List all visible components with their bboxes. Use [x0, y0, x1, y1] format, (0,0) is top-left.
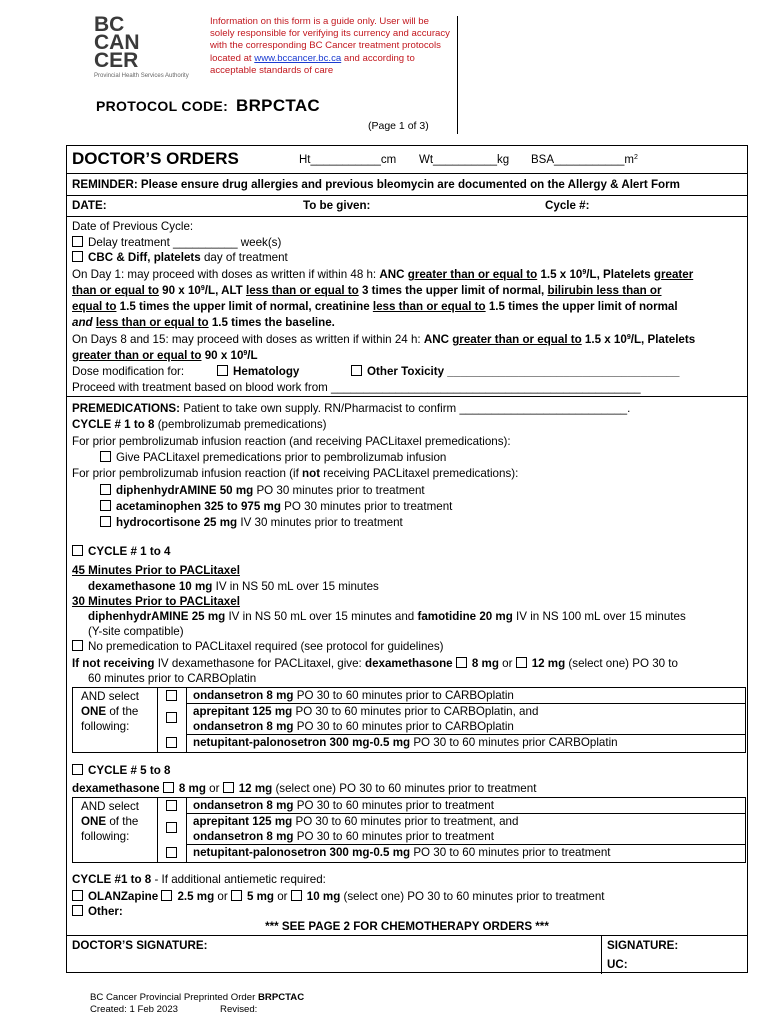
t: ondansetron 8 mg	[193, 830, 294, 843]
t: ondansetron 8 mg	[193, 799, 294, 812]
t: OLANZapine	[88, 890, 159, 903]
t: BRPCTAC	[257, 992, 305, 1003]
t: ONE	[81, 815, 107, 828]
t: less than or equal to	[245, 284, 359, 297]
olan-checkbox[interactable]	[72, 890, 83, 901]
day815-line2	[72, 349, 258, 363]
t: 90 x 10	[158, 284, 201, 297]
dose-mod-label: Dose modification for:	[72, 365, 185, 378]
t: or	[498, 657, 516, 670]
t: acetaminophen 325 to 975 mg	[116, 500, 281, 513]
t: aprepitant 125 mg	[193, 815, 293, 828]
t: of the	[106, 815, 139, 828]
t: IV 30 minutes prior to treatment	[237, 516, 403, 529]
t: greater	[653, 268, 694, 281]
reminder: REMINDER: Please ensure drug allergies and previous bleomycin are documented on the Allergy & Alert Form	[72, 178, 680, 191]
t: (select one) PO 30 to 60 minutes prior to treatment	[272, 782, 537, 795]
t: CYCLE # 5 to 8	[88, 764, 171, 777]
t: BC Cancer Provincial Preprinted Order	[90, 992, 258, 1003]
page-number: (Page 1 of 3)	[368, 120, 429, 132]
t: (pembrolizumab premedications)	[154, 418, 327, 431]
ysite: (Y-site compatible)	[88, 625, 184, 638]
divider	[186, 798, 187, 862]
nopremed-row	[72, 640, 444, 654]
t: CYCLE # 1 to 8	[72, 418, 155, 431]
premed-title: PREMEDICATIONS:	[72, 402, 180, 415]
ond-checkbox[interactable]	[166, 690, 177, 701]
cycle14-checkbox[interactable]	[72, 545, 83, 556]
t: less than or equal to	[95, 316, 209, 329]
t: /L, Platelets	[630, 333, 696, 346]
t: 1.5 x 10	[581, 333, 627, 346]
t: PO 30 to 60 minutes prior to CARBOplatin, and	[292, 705, 539, 718]
t: hydrocortisone 25 mg	[116, 516, 238, 529]
one-of-the	[81, 705, 138, 719]
hematology-option	[217, 365, 299, 379]
t: PO 30 to 60 minutes prior to treatment	[410, 846, 611, 859]
t: or	[205, 782, 223, 795]
t: 90 x 10	[201, 349, 244, 362]
olan10-checkbox[interactable]	[291, 890, 302, 901]
to-be-given-label[interactable]: To be given:	[303, 199, 371, 212]
divider	[186, 813, 745, 814]
t: PO 30 to 60 minutes prior to treatment	[293, 799, 494, 812]
hematology-checkbox[interactable]	[217, 365, 228, 376]
divider	[186, 844, 745, 845]
t: IV dexamethasone for PACLitaxel, give:	[154, 657, 365, 670]
t: 9	[200, 285, 205, 292]
t: 9	[626, 334, 631, 341]
and-select: AND select	[81, 690, 139, 703]
antiemetic-table-1	[72, 687, 746, 753]
t: 3 times the upper limit of normal,	[358, 284, 548, 297]
netu-checkbox[interactable]	[166, 737, 177, 748]
olan-row	[72, 890, 605, 904]
other-tox-option	[351, 365, 679, 379]
t: than or equal to	[72, 284, 159, 297]
hydro-checkbox[interactable]	[100, 516, 111, 527]
logo-line-3: CER	[94, 49, 139, 72]
t: 1.5 times the upper limit of normal, creatinine	[116, 300, 373, 313]
other-tox-label: Other Toxicity ____________________________________	[367, 365, 680, 378]
t: bilirubin less than or	[547, 284, 662, 297]
t: 1.5 times the upper limit of normal	[485, 300, 678, 313]
t: greater than or equal to	[72, 349, 202, 362]
see-page-2: *** SEE PAGE 2 FOR CHEMOTHERAPY ORDERS ***	[265, 920, 549, 933]
t: 12 mg	[531, 657, 566, 670]
t: IV in NS 50 mL over 15 minutes and	[225, 610, 418, 623]
proceed-line[interactable]: Proceed with treatment based on blood work from ________________________________________________	[72, 381, 641, 394]
signature-label[interactable]: SIGNATURE:	[607, 939, 679, 952]
doctor-signature[interactable]: DOCTOR’S SIGNATURE:	[72, 939, 208, 952]
t: PO 30 to 60 minutes prior to CARBOplatin	[293, 689, 514, 702]
footer	[90, 992, 304, 1016]
netuT-checkbox[interactable]	[166, 847, 177, 858]
t: dexamethasone	[72, 782, 160, 795]
t: 9	[582, 269, 587, 276]
t: receiving PACLitaxel premedications):	[320, 467, 519, 480]
divider	[157, 798, 158, 862]
t: or	[274, 890, 291, 903]
t: 45 Minutes Prior to PACLitaxel	[72, 564, 240, 577]
divider	[67, 195, 747, 196]
delay-checkbox[interactable]	[72, 236, 83, 247]
t: Created: 1 Feb 2023	[90, 1004, 179, 1015]
ifnot-row	[72, 657, 678, 671]
ond-row	[193, 689, 514, 703]
cycle58-row	[72, 764, 170, 778]
t: CYCLE # 1 to 4	[88, 545, 171, 558]
t: or	[214, 890, 231, 903]
netu-row	[193, 736, 618, 750]
t: dexamethasone 10 mg	[88, 580, 213, 593]
cycle18b-heading	[72, 873, 326, 887]
netuT-row	[193, 846, 611, 860]
cycle58-checkbox[interactable]	[72, 764, 83, 775]
other-tox-checkbox[interactable]	[351, 365, 362, 376]
t: ondansetron 8 mg	[193, 720, 294, 733]
t: ONE	[81, 705, 107, 718]
weight-field[interactable]: Wt__________kg	[419, 154, 510, 166]
t: 1.5 times the baseline.	[208, 316, 335, 329]
minutes-prior: 60 minutes prior to CARBOplatin	[88, 672, 257, 685]
nopremed-checkbox[interactable]	[72, 640, 83, 651]
logo-line-2: CAN	[94, 31, 140, 54]
divider	[67, 935, 747, 936]
day1-line4	[72, 316, 335, 330]
height-field[interactable]: Ht___________cm	[299, 154, 397, 166]
disclaimer-text-end: and according to acceptable standards of care	[210, 52, 415, 76]
give-pac-row	[100, 451, 446, 465]
t: 5 mg	[246, 890, 275, 903]
day1-line3	[72, 300, 678, 314]
t: PO 30 minutes prior to treatment	[280, 500, 453, 513]
t: equal to	[72, 300, 117, 313]
ondT-row	[193, 799, 494, 813]
cbc-rest: day of treatment	[200, 251, 288, 264]
t: Other:	[88, 905, 123, 918]
t: - If additional antiemetic required:	[151, 873, 326, 886]
t: diphenhydrAMINE 50 mg	[116, 484, 254, 497]
t: /L, ALT	[204, 284, 246, 297]
t: 12 mg	[238, 782, 273, 795]
apre-row	[193, 705, 538, 719]
day1-line1	[72, 268, 693, 282]
t: Give PACLitaxel premedications prior to pembrolizumab infusion	[116, 451, 447, 464]
acet-checkbox[interactable]	[100, 500, 111, 511]
apre-checkbox[interactable]	[166, 712, 177, 723]
cbc-row	[72, 251, 288, 265]
ondT-checkbox[interactable]	[166, 800, 177, 811]
dexa10-row	[88, 580, 379, 594]
dexa58-12-checkbox[interactable]	[223, 782, 234, 793]
min30-heading	[72, 595, 240, 609]
t: If not receiving	[72, 657, 155, 670]
bsa-text: BSA___________m	[531, 154, 634, 166]
acet-row	[100, 500, 452, 514]
following: following:	[81, 830, 130, 843]
t: For prior pembrolizumab infusion reaction (if	[72, 467, 303, 480]
diph25-row	[88, 610, 686, 624]
t: PO 30 to 60 minutes prior CARBOplatin	[410, 736, 618, 749]
divider	[186, 734, 745, 735]
dexa8-checkbox[interactable]	[456, 657, 467, 668]
t: greater than or equal to	[452, 333, 582, 346]
premed-title-rest: Patient to take own supply. RN/Pharmacist to confirm __________________________.	[180, 402, 631, 415]
antiemetic-table-2	[72, 797, 746, 863]
header-divider	[457, 16, 458, 134]
hematology-label: Hematology	[233, 365, 300, 378]
t: of the	[106, 705, 139, 718]
t: PO 30 minutes prior to treatment	[253, 484, 425, 497]
day815-line1	[72, 333, 695, 347]
ond2T-row	[193, 830, 494, 844]
t: IV in NS 50 mL over 15 minutes	[212, 580, 379, 593]
protocol-code-value: BRPCTAC	[236, 96, 320, 115]
premed-heading	[72, 402, 630, 416]
prior-reaction-b	[72, 467, 518, 481]
day1-line2	[72, 284, 662, 298]
t: (select one) PO 30 to 60 minutes prior to treatment	[340, 890, 605, 903]
t: ANC	[423, 333, 449, 346]
t: ANC	[379, 268, 405, 281]
min45-heading	[72, 564, 240, 578]
olan5-checkbox[interactable]	[231, 890, 242, 901]
date-label[interactable]: DATE:	[72, 199, 107, 212]
diph50-row	[100, 484, 425, 498]
t: 8 mg	[471, 657, 499, 670]
apreT-row	[193, 815, 518, 829]
protocol-code	[96, 96, 320, 116]
divider	[186, 703, 745, 704]
divider	[157, 688, 158, 752]
t: No premedication to PACLitaxel required (see protocol for guidelines)	[88, 640, 444, 653]
following: following:	[81, 720, 130, 733]
t: netupitant-palonosetron 300 mg-0.5 mg	[193, 736, 411, 749]
footer-line-1	[90, 992, 304, 1004]
footer-line-2	[90, 1004, 304, 1016]
t: not	[302, 467, 321, 480]
t: IV in NS 100 mL over 15 minutes	[512, 610, 686, 623]
logo-tagline: Provincial Health Services Authority	[94, 73, 189, 79]
diph50-checkbox[interactable]	[100, 484, 111, 495]
prior-reaction-a: For prior pembrolizumab infusion reaction (and receiving PACLitaxel premedications):	[72, 435, 511, 448]
t: PO 30 to 60 minutes prior to CARBOplatin	[293, 720, 514, 733]
t: less than or equal to	[372, 300, 486, 313]
t: netupitant-palonosetron 300 mg-0.5 mg	[193, 846, 411, 859]
disclaimer	[210, 16, 450, 77]
dexa58-8-checkbox[interactable]	[163, 782, 174, 793]
t: famotidine 20 mg	[417, 610, 513, 623]
t: 10 mg	[306, 890, 341, 903]
t: 8 mg	[178, 782, 206, 795]
t: PO 30 to 60 minutes prior to treatment	[293, 830, 494, 843]
other-checkbox[interactable]	[72, 905, 83, 916]
bsa-field[interactable]	[531, 154, 638, 166]
divider	[67, 173, 747, 174]
give-pac-checkbox[interactable]	[100, 451, 111, 462]
t: Revised:	[220, 1004, 258, 1015]
doctors-orders-form	[66, 145, 748, 973]
logo-line-1: BC	[94, 13, 125, 36]
divider	[601, 935, 602, 974]
t: and	[72, 316, 93, 329]
apreT-checkbox[interactable]	[166, 822, 177, 833]
one-of-the	[81, 815, 138, 829]
and-select: AND select	[81, 800, 139, 813]
t: aprepitant 125 mg	[193, 705, 293, 718]
disclaimer-text: Information on this form is a guide only. User will be solely responsible for verifying its currency and accuracy with the corresponding BC Cancer treatment protocols located at	[210, 16, 450, 64]
bc-cancer-logo	[94, 13, 204, 79]
t: On Day 1: may proceed with doses as written if within 48 h:	[72, 268, 380, 281]
t: /L, Platelets	[586, 268, 654, 281]
delay-text: Delay treatment __________ week(s)	[88, 236, 282, 249]
cycle14-row	[72, 545, 170, 559]
other-row	[72, 905, 123, 919]
divider	[67, 396, 747, 397]
divider	[186, 688, 187, 752]
protocol-label: PROTOCOL CODE:	[96, 98, 229, 114]
t: diphenhydrAMINE 25 mg	[88, 610, 226, 623]
t: PO 30 to 60 minutes prior to treatment, and	[292, 815, 519, 828]
t: (select one) PO 30 to	[565, 657, 678, 670]
t: On Days 8 and 15: may proceed with doses as written if within 24 h:	[72, 333, 424, 346]
t: 30 Minutes Prior to PACLitaxel	[72, 595, 240, 608]
bccancer-link[interactable]: www.bccancer.bc.ca	[254, 52, 342, 64]
t: CYCLE #1 to 8	[72, 873, 152, 886]
dexa12-checkbox[interactable]	[516, 657, 527, 668]
cbc-bold: CBC & Diff, platelets	[88, 251, 201, 264]
t: greater than or equal to	[407, 268, 538, 281]
cycle18-heading	[72, 418, 327, 432]
cycle-label[interactable]: Cycle #:	[545, 199, 590, 212]
uc-label[interactable]: UC:	[607, 958, 628, 971]
t: 1.5 x 10	[537, 268, 583, 281]
olan25-checkbox[interactable]	[161, 890, 172, 901]
delay-treatment	[72, 236, 281, 250]
t: /L	[247, 349, 258, 362]
divider	[67, 216, 747, 217]
t: 9	[243, 350, 248, 357]
t: dexamethasone	[364, 657, 453, 670]
dexa58-row	[72, 782, 536, 796]
previous-cycle[interactable]: Date of Previous Cycle:	[72, 220, 194, 233]
form-title: DOCTOR’S ORDERS	[72, 149, 239, 168]
ond2-row	[193, 720, 514, 734]
cbc-checkbox[interactable]	[72, 251, 83, 262]
hydro-row	[100, 516, 403, 530]
t: ondansetron 8 mg	[193, 689, 294, 702]
bsa-sup: 2	[633, 154, 638, 161]
t: 2.5 mg	[177, 890, 215, 903]
